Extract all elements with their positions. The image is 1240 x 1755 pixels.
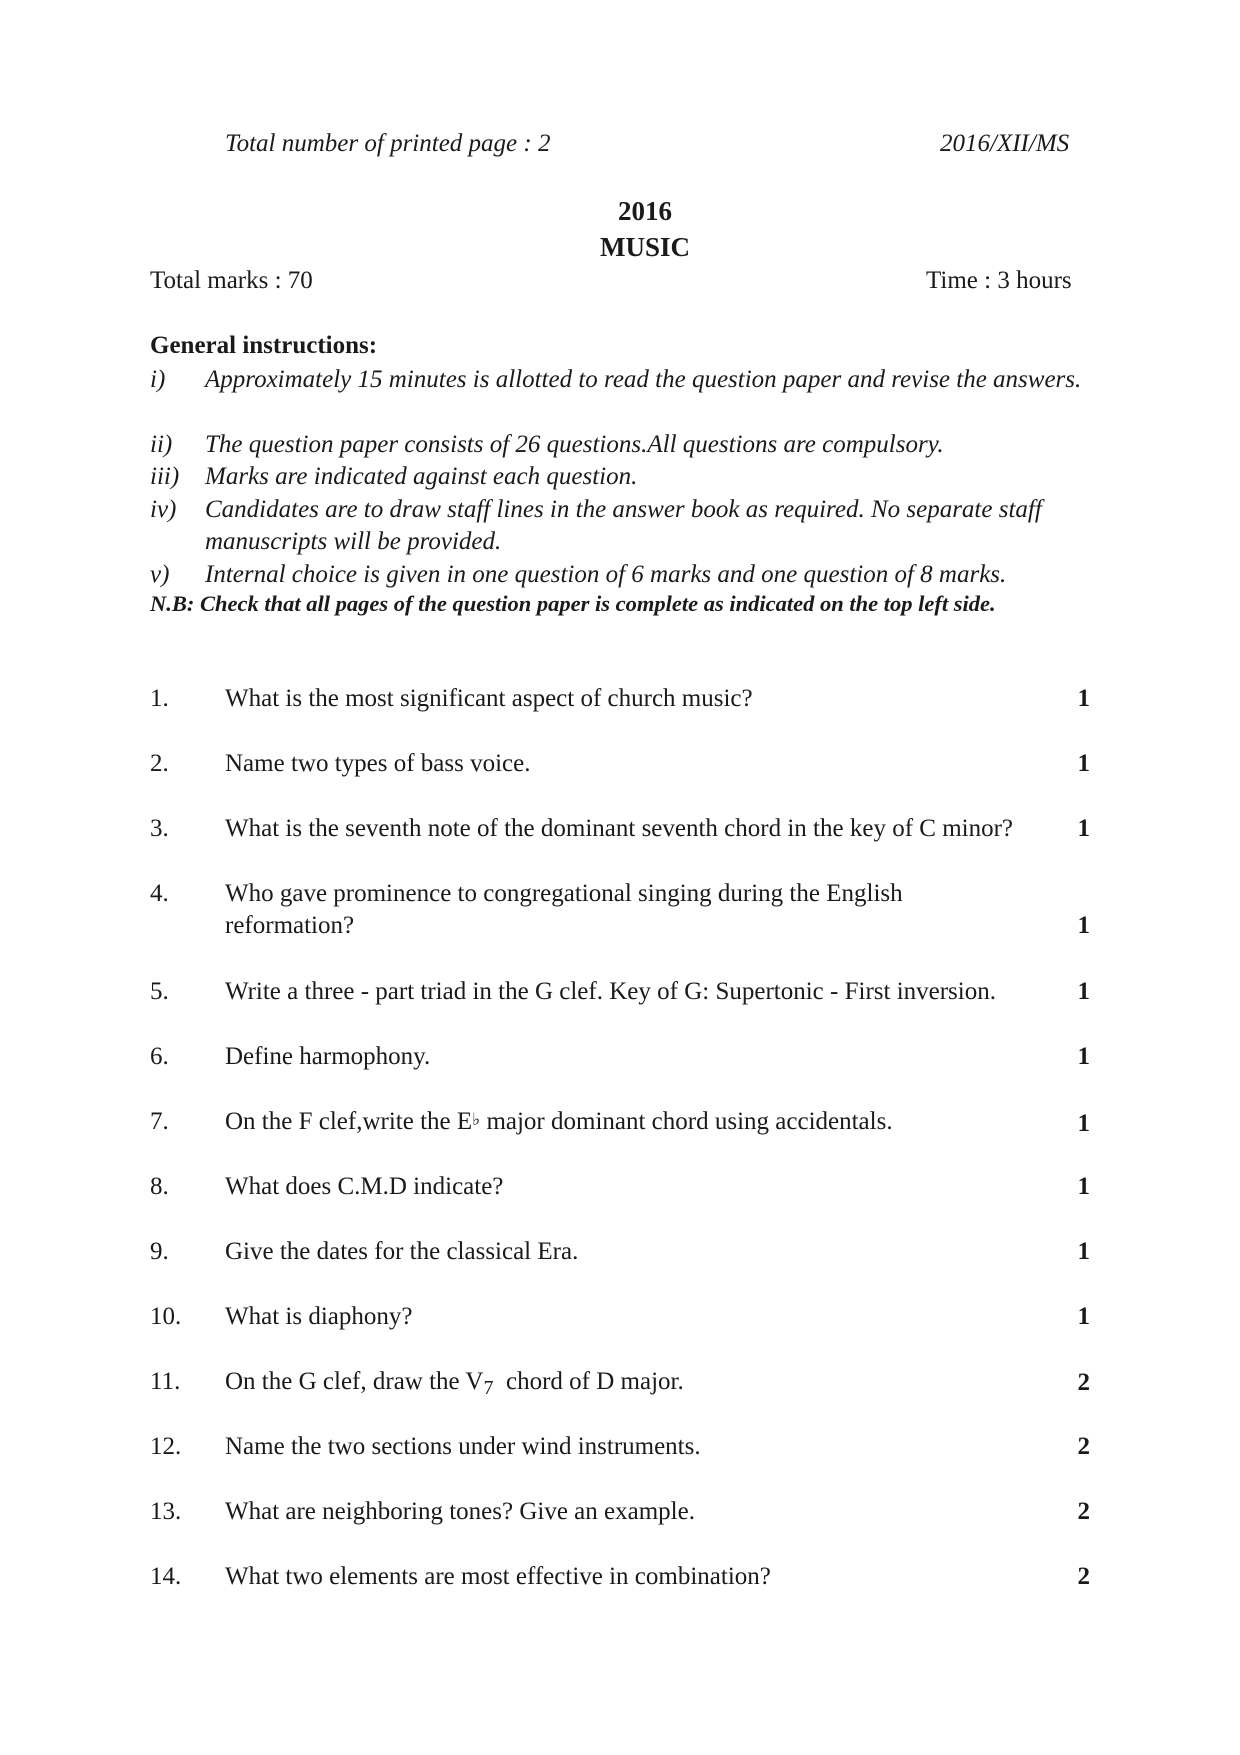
exam-time: Time : 3 hours — [926, 267, 1072, 294]
question-marks: 1 — [1077, 815, 1090, 842]
total-marks: Total marks : 70 — [150, 267, 313, 294]
instruction-item — [150, 429, 1110, 461]
question-number: 4. — [150, 880, 169, 907]
question-number: 1. — [150, 685, 169, 712]
question-number: 7. — [150, 1108, 169, 1135]
instructions-title: General instructions: — [150, 332, 378, 359]
question-row — [150, 878, 1090, 942]
question-marks: 1 — [1077, 1303, 1090, 1330]
question-text-part: major dominant chord using accidentals. — [480, 1108, 893, 1135]
question-row — [150, 1041, 1090, 1073]
question-marks: 1 — [1077, 1110, 1090, 1137]
question-marks: 2 — [1077, 1498, 1090, 1525]
chord-subscript: 7 — [483, 1377, 494, 1399]
instruction-text: Approximately 15 minutes is allotted to read the question paper and revise the answers. — [205, 366, 1082, 393]
instruction-number: ii) — [150, 431, 173, 458]
question-text: Define harmophony. — [225, 1043, 431, 1070]
question-text — [225, 1106, 1025, 1140]
question-marks: 2 — [1077, 1369, 1090, 1396]
question-row — [150, 1496, 1090, 1528]
question-marks: 1 — [1077, 912, 1090, 939]
instruction-item — [150, 559, 1110, 591]
paper-code: 2016/XII/MS — [940, 130, 1070, 157]
question-marks: 1 — [1077, 1043, 1090, 1070]
instruction-item — [150, 461, 1110, 493]
question-text: What two elements are most effective in combination? — [225, 1563, 771, 1590]
question-marks: 1 — [1077, 750, 1090, 777]
question-text: Who gave prominence to congregational singing during the English reformation? — [225, 880, 903, 939]
question-row — [150, 1561, 1090, 1593]
instruction-item — [150, 494, 1110, 558]
question-text-part: On the G clef, draw the V — [225, 1368, 484, 1395]
question-text: What is diaphony? — [225, 1303, 413, 1330]
question-row — [150, 813, 1090, 845]
question-number: 6. — [150, 1043, 169, 1070]
question-text: What is the seventh note of the dominant seventh chord in the key of C minor? — [225, 815, 1014, 842]
instruction-text: Candidates are to draw staff lines in the answer book as required. No separate staff manuscripts will be provided. — [205, 496, 1042, 555]
question-number: 5. — [150, 978, 169, 1005]
instruction-text: Marks are indicated against each question. — [205, 463, 638, 490]
instruction-text: Internal choice is given in one question of 6 marks and one question of 8 marks. — [205, 561, 1007, 588]
question-number: 13. — [150, 1498, 182, 1525]
question-row — [150, 976, 1090, 1008]
question-text-part: chord of D major. — [493, 1368, 684, 1395]
question-number: 9. — [150, 1238, 169, 1265]
printed-pages-note: Total number of printed page : 2 — [225, 130, 551, 157]
question-marks: 1 — [1077, 685, 1090, 712]
instruction-number: v) — [150, 561, 170, 588]
instruction-text: The question paper consists of 26 questions.All questions are compulsory. — [205, 431, 944, 458]
question-row — [150, 1366, 1090, 1399]
question-text: What does C.M.D indicate? — [225, 1173, 504, 1200]
question-text: Name the two sections under wind instruments. — [225, 1433, 701, 1460]
instruction-number: iv) — [150, 496, 177, 523]
nb-note: N.B: Check that all pages of the question paper is complete as indicated on the top left side. — [150, 591, 996, 616]
question-text-part: On the F clef,write the E — [225, 1108, 473, 1135]
question-row — [150, 1106, 1090, 1140]
question-row — [150, 748, 1090, 780]
question-row — [150, 1301, 1090, 1333]
question-number: 14. — [150, 1563, 182, 1590]
exam-subject: MUSIC — [599, 232, 690, 262]
question-text: Write a three - part triad in the G clef. Key of G: Supertonic - First inversion. — [225, 978, 996, 1005]
instruction-number: iii) — [150, 463, 180, 490]
question-row — [150, 1171, 1090, 1203]
question-text: What are neighboring tones? Give an example. — [225, 1498, 695, 1525]
question-number: 8. — [150, 1173, 169, 1200]
question-row — [150, 1236, 1090, 1268]
question-marks: 2 — [1077, 1433, 1090, 1460]
question-marks: 1 — [1077, 978, 1090, 1005]
question-marks: 1 — [1077, 1173, 1090, 1200]
question-number: 12. — [150, 1433, 182, 1460]
question-number: 3. — [150, 815, 169, 842]
question-number: 2. — [150, 750, 169, 777]
question-row — [150, 1431, 1090, 1463]
question-text — [225, 1366, 1025, 1399]
exam-year: 2016 — [618, 196, 672, 226]
instruction-item — [150, 364, 1110, 396]
question-text: Give the dates for the classical Era. — [225, 1238, 579, 1265]
instruction-number: i) — [150, 366, 166, 393]
question-marks: 2 — [1077, 1563, 1090, 1590]
flat-icon: ♭ — [472, 1110, 481, 1129]
question-marks: 1 — [1077, 1238, 1090, 1265]
question-number: 10. — [150, 1303, 182, 1330]
question-number: 11. — [150, 1368, 181, 1395]
question-text: What is the most significant aspect of church music? — [225, 685, 753, 712]
question-text: Name two types of bass voice. — [225, 750, 531, 777]
question-row — [150, 683, 1090, 715]
